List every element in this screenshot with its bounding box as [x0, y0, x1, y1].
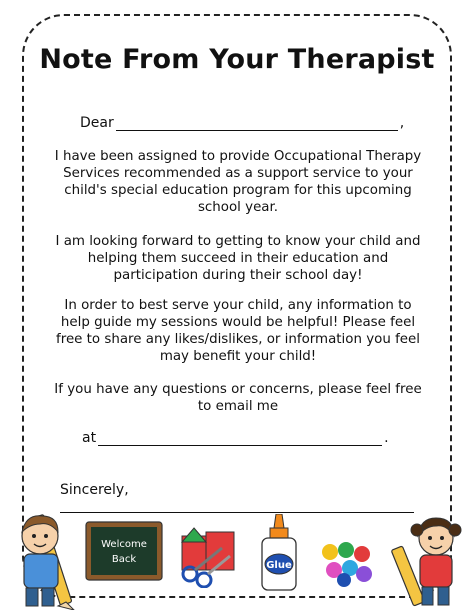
chalkboard-icon	[84, 520, 164, 582]
page-title: Note From Your Therapist	[39, 44, 435, 75]
boy-with-pencil-icon	[6, 506, 92, 610]
glue-bottle-icon	[254, 514, 304, 594]
greeting-label: Dear	[80, 115, 114, 131]
recipient-name-blank	[116, 116, 398, 131]
email-line	[82, 430, 389, 446]
paragraph-looking-forward: I am looking forward to getting to know your child and helping them succeed in their education and participation during their school day!	[55, 234, 421, 283]
email-label: at	[82, 430, 97, 446]
chalkboard-text-back: Back	[111, 554, 137, 565]
email-blank	[98, 431, 382, 446]
email-period: .	[384, 430, 389, 446]
greeting-comma: ,	[399, 115, 405, 131]
closing-text: Sincerely,	[60, 482, 129, 498]
greeting-line	[80, 115, 404, 131]
paragraph-share-info: In order to best serve your child, any information to help guide my sessions would be helpful! Please feel free to share any likes/dislikes, or information you feel may benefit your child!	[56, 298, 420, 364]
girl-with-pencil-icon	[384, 510, 470, 610]
glue-label-text: Glue	[266, 560, 292, 571]
signature-line	[60, 512, 414, 513]
paragraph-assignment: I have been assigned to provide Occupational Therapy Services recommended as a support service to your child's special education program for this upcoming school year.	[54, 149, 422, 215]
paragraph-questions: If you have any questions or concerns, please feel free to email me	[54, 382, 422, 414]
colored-dots-icon	[318, 540, 374, 588]
chalkboard-text-welcome: Welcome	[101, 539, 147, 550]
scissors-and-paper-icon	[176, 526, 240, 588]
